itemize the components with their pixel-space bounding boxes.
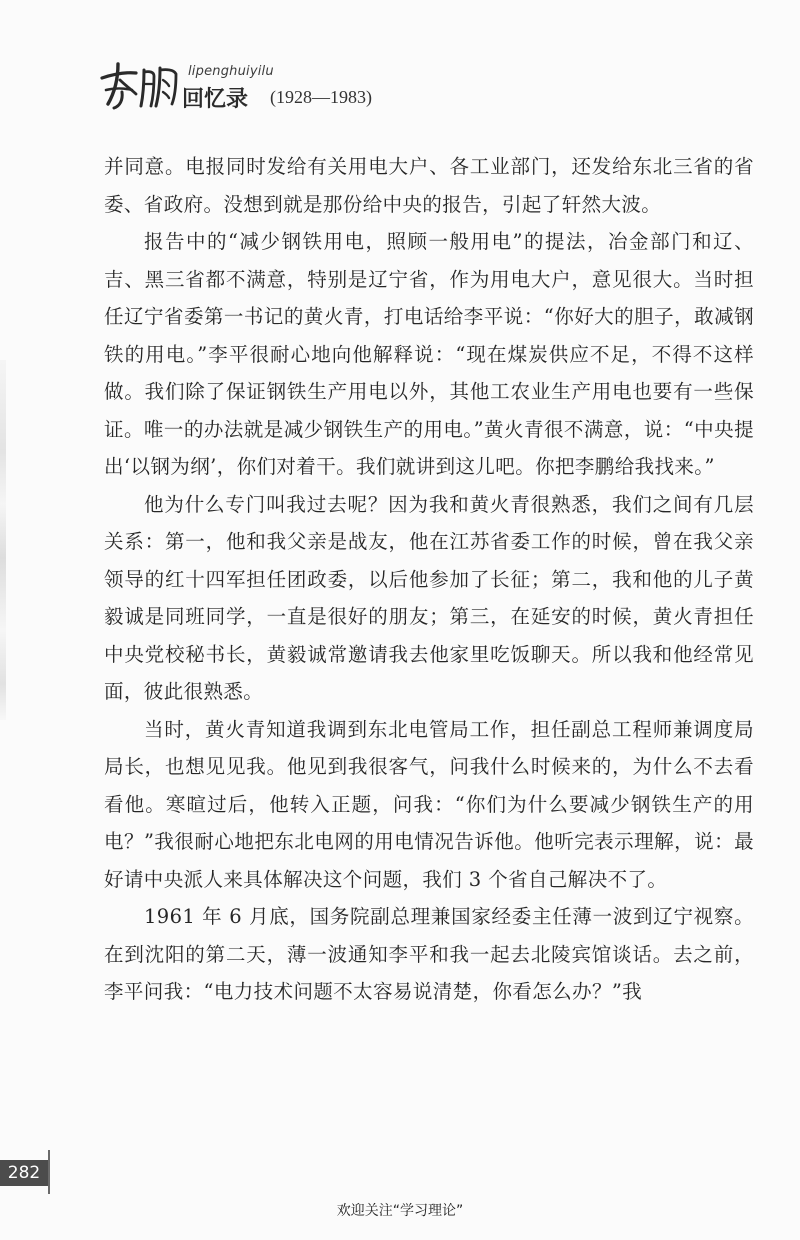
- page-number-divider: [48, 1150, 50, 1194]
- footer-note: 欢迎关注“学习理论”: [336, 1203, 464, 1219]
- page-number-badge: 282: [0, 1160, 48, 1186]
- header-pinyin: lipenghuiyilu: [188, 64, 274, 79]
- paragraph-5: 1961 年 6 月底，国务院副总理兼国家经委主任薄一波到辽宁视察。在到沈阳的第二天，薄一波通知李平和我一起去北陵宾馆谈话。去之前，李平问我：“电力技术问题不太容易说清楚，你看怎么办？”我: [104, 905, 754, 1003]
- running-header: [96, 60, 516, 120]
- calligraphy-logo-icon: [96, 60, 186, 112]
- body-text: [104, 148, 754, 1148]
- paragraph-1: 并同意。电报同时发给有关用电大户、各工业部门，还发给东北三省的省委、省政府。没想到就是那份给中央的报告，引起了轩然大波。: [104, 155, 754, 216]
- paragraph-2: 报告中的“减少钢铁用电，照顾一般用电”的提法，冶金部门和辽、吉、黑三省都不满意，特别是辽宁省，作为用电大户，意见很大。当时担任辽宁省委第一书记的黄火青，打电话给李平说：“你好大的胆子，敢减钢铁的用电。”李平很耐心地向他解释说：“现在煤炭供应不足，不得不这样做。我们除了保证钢铁生产用电以外，其他工农业生产用电也要有一些保证。唯一的办法就是减少钢铁生产的用电。”黄火青很不满意，说：“中央提出‘以钢为纲’，你们对着干。我们就讲到这儿吧。你把李鹏给我找来。”: [104, 230, 754, 478]
- paragraph-4: 当时，黄火青知道我调到东北电管局工作，担任副总工程师兼调度局局长，也想见见我。他见到我很客气，问我什么时候来的，为什么不去看看他。寒暄过后，他转入正题，问我：“你们为什么要减少钢铁生产的用电？”我很耐心地把东北电网的用电情况告诉他。他听完表示理解，说：最好请中央派人来具体解决这个问题，我们 3 个省自己解决不了。: [104, 717, 754, 891]
- paragraph-3: 他为什么专门叫我过去呢？因为我和黄火青很熟悉，我们之间有几层关系：第一，他和我父亲是战友，他在江苏省委工作的时候，曾在我父亲领导的红十四军担任团政委，以后他参加了长征；第二，我和他的儿子黄毅诚是同班同学，一直是很好的朋友；第三，在延安的时候，黄火青担任中央党校秘书长，黄毅诚常邀请我去他家里吃饭聊天。所以我和他经常见面，彼此很熟悉。: [104, 492, 754, 703]
- calligraphy-logo: [96, 60, 186, 112]
- page-edge-shadow: [0, 360, 6, 720]
- header-book-years: (1928—1983): [270, 87, 372, 107]
- header-book-title: 回忆录: [182, 86, 249, 112]
